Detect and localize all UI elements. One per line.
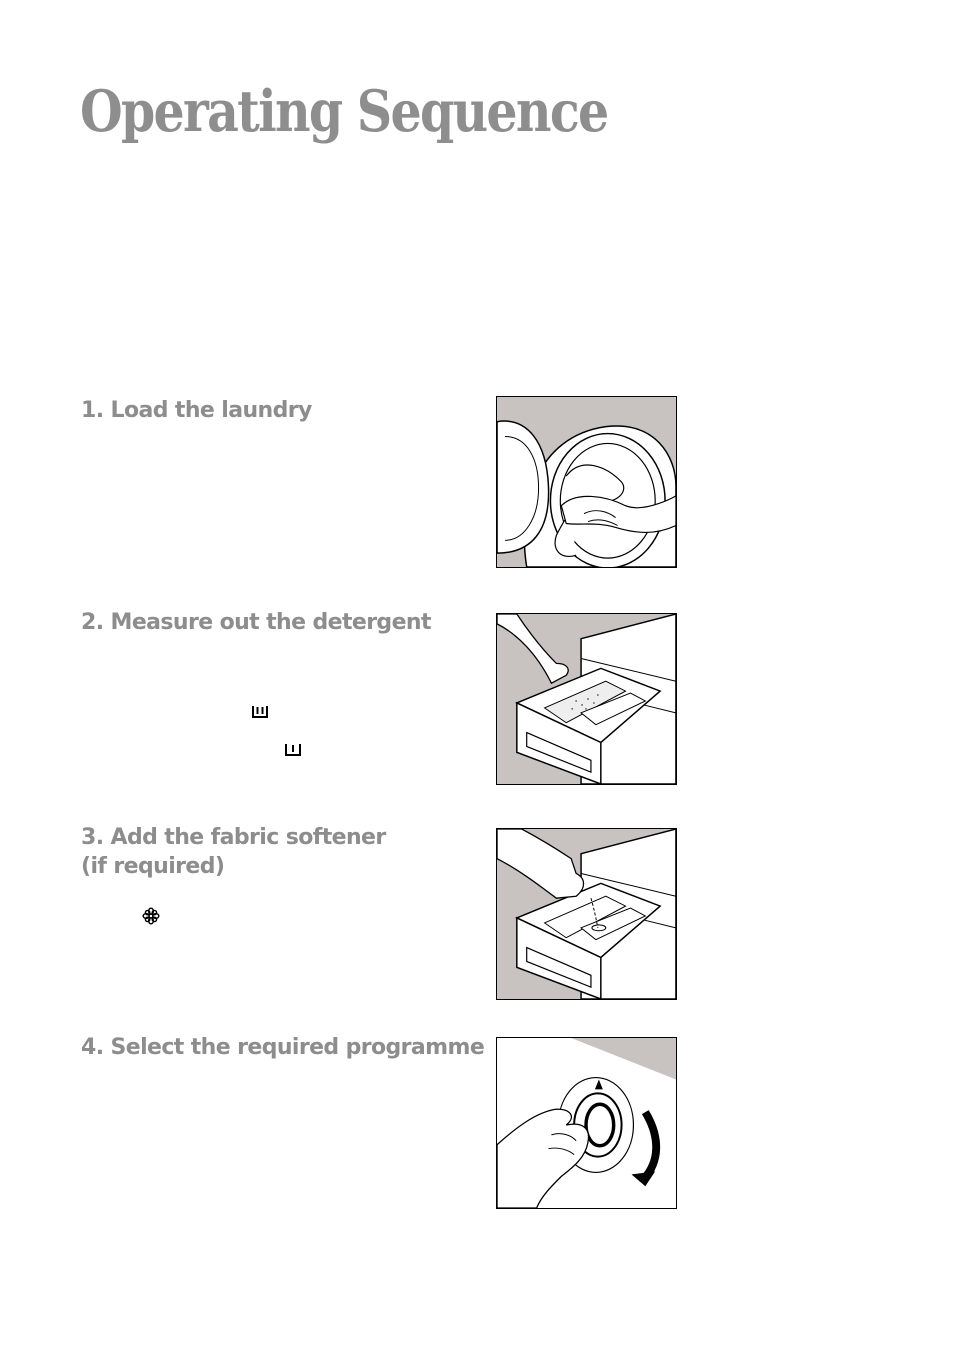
detergent-drawer-illustration — [496, 613, 677, 785]
page-title: Operating Sequence — [80, 78, 608, 145]
prewash-compartment-icon — [283, 741, 303, 759]
fabric-softener-flower-icon — [141, 907, 161, 925]
step-1-heading: 1. Load the laundry — [81, 398, 312, 423]
step-4-heading: 4. Select the required programme — [81, 1035, 485, 1060]
fabric-softener-illustration — [496, 828, 677, 1000]
step-3-heading-line-2: (if required) — [81, 854, 225, 879]
step-3-heading — [81, 823, 386, 881]
load-laundry-illustration — [496, 396, 677, 568]
programme-dial-illustration — [496, 1037, 677, 1209]
step-2-heading: 2. Measure out the detergent — [81, 610, 431, 635]
main-wash-compartment-icon — [250, 703, 270, 721]
step-3-heading-line-1: 3. Add the fabric softener — [81, 825, 386, 850]
